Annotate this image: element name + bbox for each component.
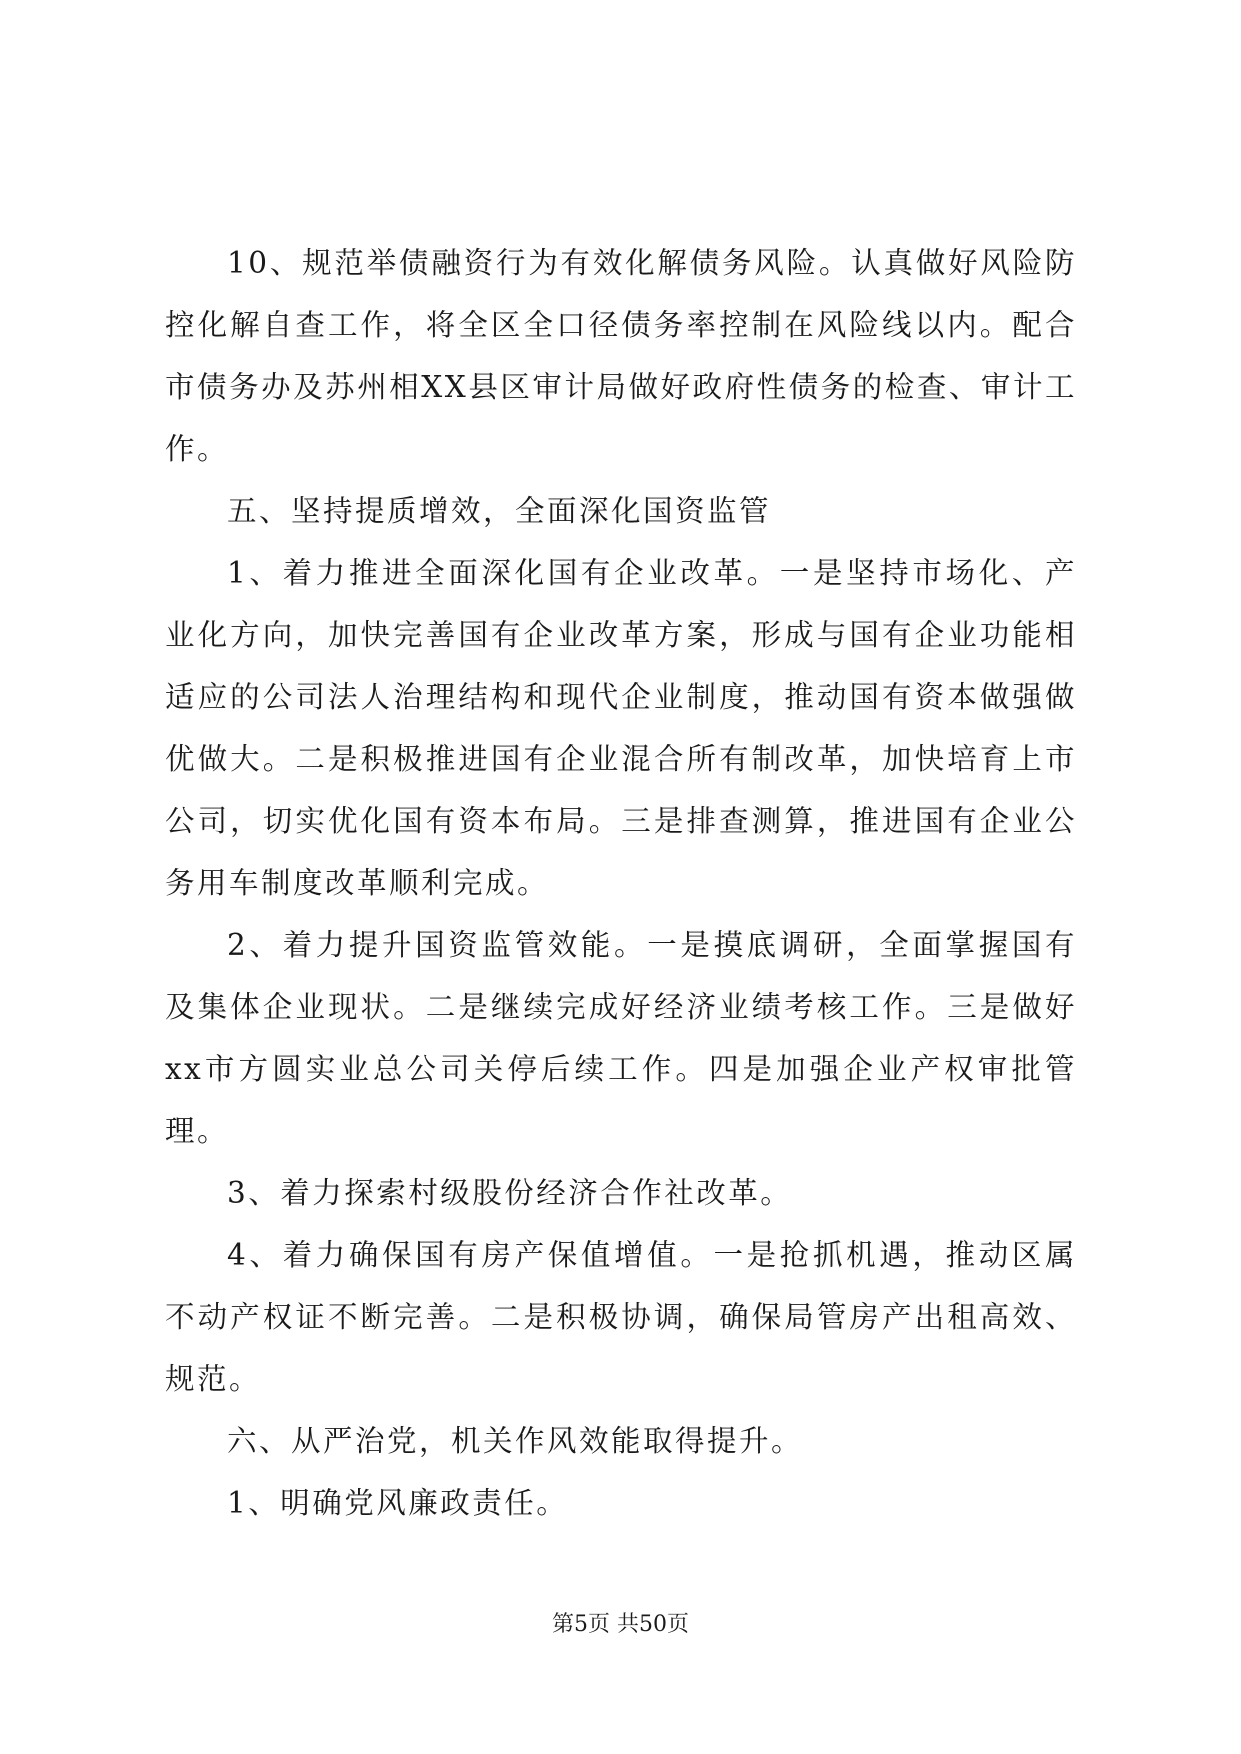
paragraph-party-responsibility: 1、明确党风廉政责任。 — [227, 1486, 569, 1520]
paragraph-soe-reform: 1、着力推进全面深化国有企业改革。一是坚持市场化、产业化方向，加快完善国有企业改革方案，形成与国有企业功能相适应的公司法人治理结构和现代企业制度，推动国有资本做强做优做大。二是积极推进国有企业混合所有制改革，加快培育上市公司，切实优化国有资本布局。三是排查测算，推进国有企业公务用车制度改革顺利完成。 — [165, 556, 1077, 900]
section-heading-five: 五、坚持提质增效，全面深化国资监管 — [227, 494, 772, 528]
paragraph-asset-supervision: 2、着力提升国资监管效能。一是摸底调研，全面掌握国有及集体企业现状。二是继续完成好经济业绩考核工作。三是做好xx市方圆实业总公司关停后续工作。四是加强企业产权审批管理。 — [165, 928, 1077, 1148]
paragraph-village-coop: 3、着力探索村级股份经济合作社改革。 — [227, 1176, 793, 1210]
document-body — [165, 232, 1077, 1534]
paragraph-property-value: 4、着力确保国有房产保值增值。一是抢抓机遇，推动区属不动产权证不断完善。二是积极协调，确保局管房产出租高效、规范。 — [165, 1238, 1077, 1396]
section-heading-six: 六、从严治党，机关作风效能取得提升。 — [227, 1424, 804, 1458]
page-number-footer: 第5页 共50页 — [552, 1612, 689, 1637]
paragraph-debt-risk: 10、规范举债融资行为有效化解债务风险。认真做好风险防控化解自查工作，将全区全口径债务率控制在风险线以内。配合市债务办及苏州相XX县区审计局做好政府性债务的检查、审计工作。 — [165, 246, 1077, 466]
